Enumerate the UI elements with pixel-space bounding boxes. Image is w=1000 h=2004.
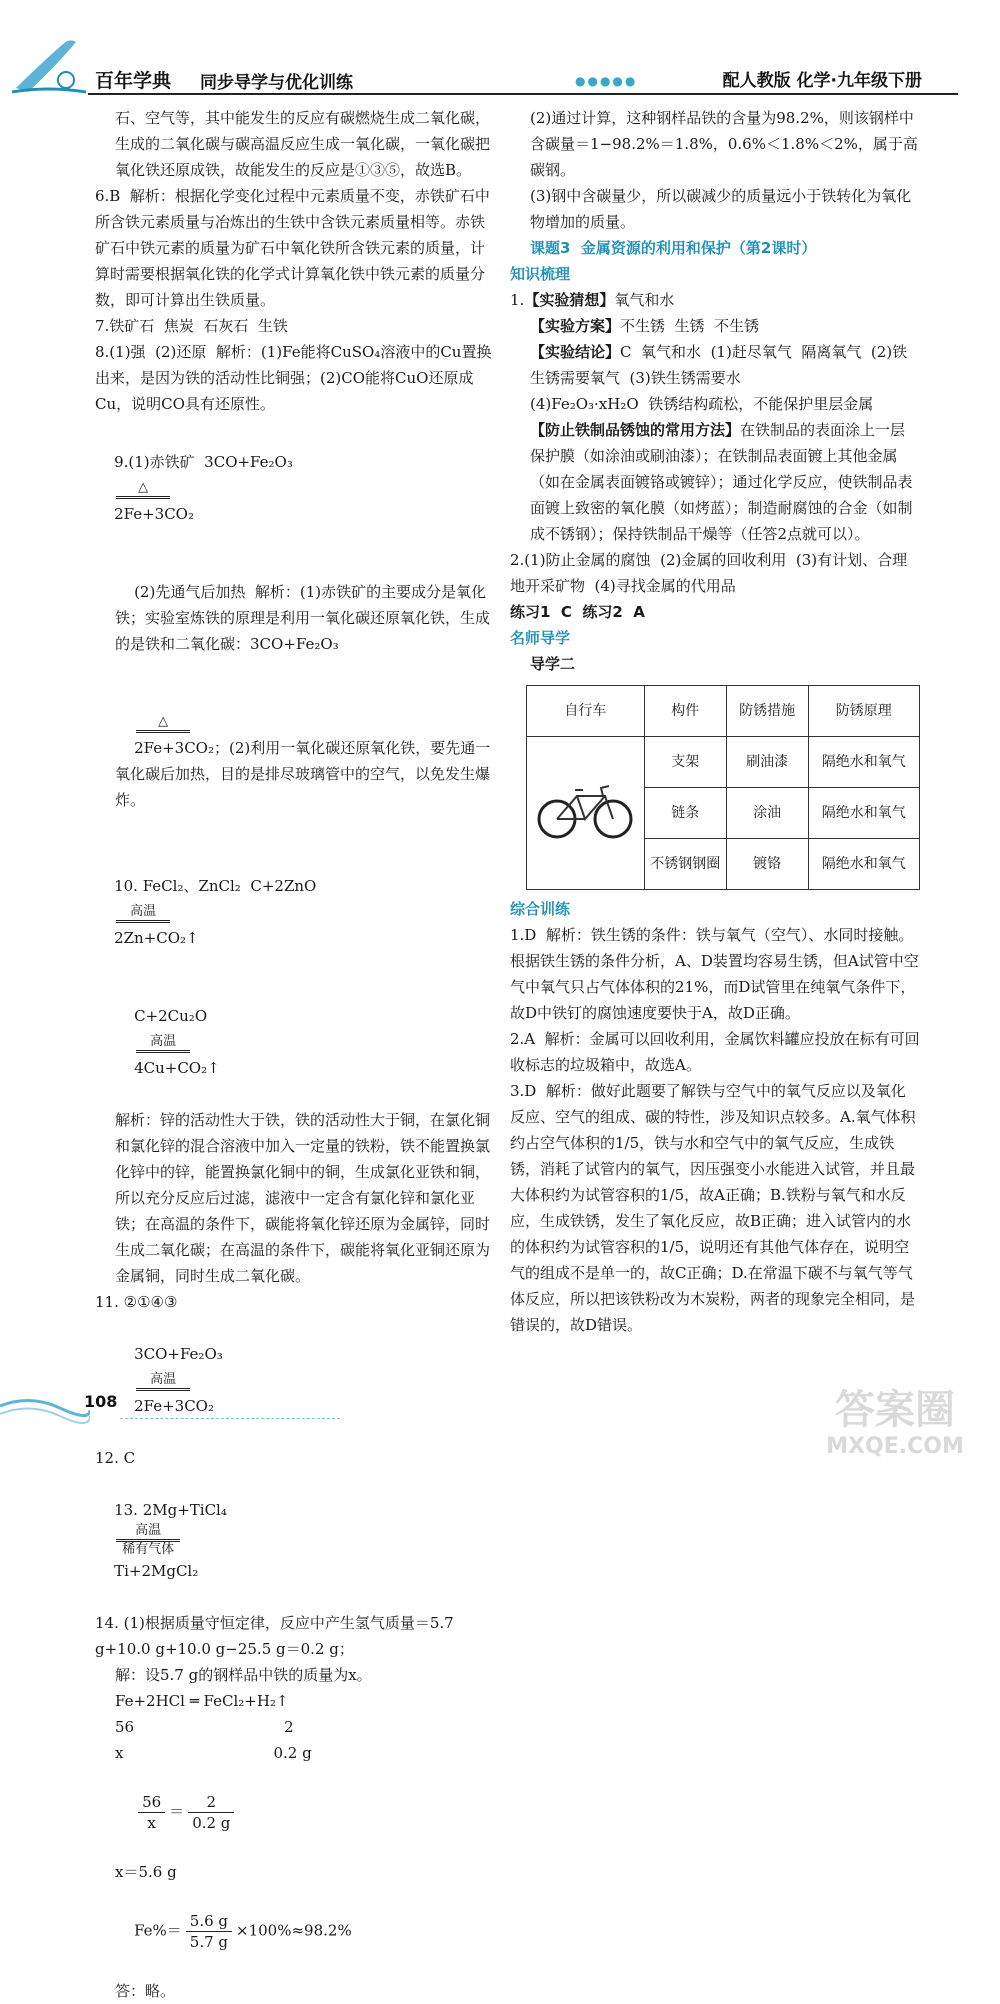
fraction-3: $\frac{5.6 g}{5.7 g}$ [186, 1911, 232, 1952]
book-subtitle: 同步导学与优化训练 [200, 73, 353, 93]
knowledge-plan: 【实验方案】不生锈 生锈 不生锈 [530, 317, 760, 335]
practice-answers: 练习1 C 练习2 A [510, 603, 645, 621]
header-rule [88, 93, 958, 95]
quill-logo-icon [8, 36, 88, 96]
answer-9-explain: (2)先通气后加热 解析：(1)赤铁矿的主要成分是氧化铁；实验室炼铁的原理是利用一氧化碳还原氧化铁，生成的是铁和二氧化碳：3CO+Fe₂O₃ [115, 583, 491, 653]
brand-title: 百年学典 [95, 70, 172, 92]
table-header: 自行车 [527, 686, 645, 737]
section-guide: 名师导学 [510, 629, 571, 647]
footer-dash [120, 1418, 340, 1419]
table-row [527, 737, 920, 788]
rare-gas-condition: 高温 稀有气体 [116, 1523, 180, 1558]
training-3: 3.D 解析：做好此题要了解铁与空气中的氧气反应以及氧化反应、空气的组成、碳的特性，涉及知识点较多。A.氧气体积约占空气体积的1/5，铁与水和空气中的氧气反应，生成铁锈，消耗了试管内的氧气，因压强变小水能进入试管，并且最大体积约为试管容积的1/5，故A正确；B.铁粉与氧气和水反应，生成铁锈，发生了氧化反应，故B正确；进入试管内的水的体积约为试管容积的1/5，说明还有其他气体存在，说明空气的组成不是单一的，故C正确；D.在常温下碳不与氧气等气体反应，所以把该铁粉改为木炭粉，两者的现象完全相同，是错误的，故D错误。 [510, 1082, 916, 1334]
knowledge-1: 1.【实验猜想】氧气和水 [510, 291, 675, 309]
table-cell: 刷油漆 [726, 737, 808, 788]
answer-text: 石、空气等，其中能发生的反应有碳燃烧生成二氧化碳，生成的二氧化碳与碳高温反应生成一氧化碳，一氧化碳把氧化铁还原成铁，故能发生的反应是①③⑤，故选B。 [115, 109, 491, 179]
training-1: 1.D 解析：铁生锈的条件：铁与氧气（空气）、水同时接触。根据铁生锈的条件分析，A、D装置均容易生锈，但A试管中空气中氧气只占气体体积的21%，而D试管里在纯氧气条件下，故D中铁钉的腐蚀速度要快于A，故D正确。 [510, 926, 919, 1022]
answer-13: 13. 2Mg+TiCl₄ 高温 稀有气体 Ti+2MgCl₂ [114, 1501, 227, 1580]
answer-7: 7.铁矿石 焦炭 石灰石 生铁 [95, 317, 288, 335]
table-cell: 隔绝水和氧气 [808, 839, 919, 890]
answer-10-explain: 解析：锌的活动性大于铁，铁的活动性大于铜，在氯化铜和氯化锌的混合溶液中加入一定量的铁粉，铁不能置换氯化锌中的锌，能置换氯化铜中的铜，生成氯化亚铁和铜，所以充分反应后过滤，滤液中一定含有氯化锌和氯化亚铁；在高温的条件下，碳能将氧化锌还原为金属锌，同时生成二氧化碳；在高温的条件下，碳能将氧化亚铜还原为金属铜，同时生成二氧化碳。 [115, 1111, 491, 1285]
table-header: 构件 [644, 686, 726, 737]
heat-condition: △ [116, 480, 170, 499]
answer-14-ratio1: 56 2 [115, 1718, 294, 1736]
lesson-title: 课题3 金属资源的利用和保护（第2课时） [530, 239, 817, 257]
right-column [510, 105, 920, 1338]
watermark-icon [800, 1375, 990, 1460]
knowledge-prevent: 【防止铁制品锈蚀的常用方法】在铁制品的表面涂上一层保护膜（如涂油或刷油漆）；在铁制品表面镀上其他金属（如在金属表面镀铬或镀锌）；通过化学反应，使铁制品表面镀上致密的氧化膜（如烤蓝）；制造耐腐蚀的合金（如制成不锈钢）；保持铁制品干燥等（任答2点就可以）。 [530, 421, 913, 543]
table-cell: 支架 [644, 737, 726, 788]
header-dots: ●●●●● [575, 74, 638, 88]
answer-14: 14. (1)根据质量守恒定律，反应中产生氢气质量＝5.7 g+10.0 g+10.0 g−25.5 g＝0.2 g； [95, 1614, 459, 1658]
answer-14-x: x＝5.6 g [115, 1863, 177, 1881]
hightemp-condition-2: 高温 [136, 1034, 190, 1053]
hightemp-condition: 高温 [116, 904, 170, 923]
bike-rust-table [526, 685, 920, 890]
answer-9-cont: △ 2Fe+3CO₂；(2)利用一氧化碳还原氧化铁，要先通一氧化碳后加热，目的是排尽玻璃管中的空气，以免发生爆炸。 [115, 713, 491, 809]
answer-14-percent: Fe%＝ $\frac{5.6 g}{5.7 g}$ ×100%≈98.2% [134, 1912, 352, 1951]
guide-two: 导学二 [530, 655, 576, 673]
answer-10-line1: 10. FeCl₂、ZnCl₂ C+2ZnO 高温 2Zn+CO₂↑ [114, 877, 317, 947]
knowledge-conclusion: 【实验结论】C 氧气和水 (1)赶尽氧气 隔离氧气 (2)铁生锈需要氧气 (3)铁生锈需要水 [530, 343, 908, 387]
answer-14-end: 答：略。 [115, 1982, 176, 2000]
answer-14-fraction: $\frac{56}{x}$ ＝ $\frac{2}{0.2 g}$ [95, 1766, 495, 1859]
answer-14-part3: (3)钢中含碳量少，所以碳减少的质量远小于铁转化为氧化物增加的质量。 [530, 187, 912, 231]
watermark-url: MXQE.COM [826, 1434, 964, 1459]
page-header [0, 0, 1000, 100]
section-knowledge: 知识梳理 [510, 265, 571, 283]
section-training: 综合训练 [510, 900, 571, 918]
fraction-2: $\frac{2}{0.2 g}$ [188, 1792, 234, 1833]
table-header-row [527, 686, 920, 737]
bicycle-icon [535, 774, 635, 844]
edition-label: 配人教版 化学·九年级下册 [722, 71, 922, 91]
answer-14-ratio2: x 0.2 g [115, 1744, 312, 1762]
fraction-1: $\frac{56}{x}$ [138, 1792, 165, 1833]
table-header: 防锈措施 [726, 686, 808, 737]
table-cell: 隔绝水和氧气 [808, 737, 919, 788]
table-cell: 链条 [644, 788, 726, 839]
knowledge-rust: (4)Fe₂O₃·xH₂O 铁锈结构疏松，不能保护里层金属 [530, 395, 874, 413]
answer-8: 8.(1)强 (2)还原 解析：(1)Fe能将CuSO₄溶液中的Cu置换出来，是因为铁的活动性比铜强；(2)CO能将CuO还原成Cu，说明CO具有还原性。 [95, 343, 492, 413]
page-number: 108 [84, 1392, 118, 1411]
answer-14-solve: 解：设5.7 g的钢样品中铁的质量为x。 [115, 1666, 372, 1684]
table-cell: 镀铬 [726, 839, 808, 890]
heat-condition-2: △ [136, 714, 190, 733]
answer-11: 11. ②①④③ [95, 1293, 178, 1311]
table-cell: 涂油 [726, 788, 808, 839]
footer-wave-icon [0, 1386, 90, 1426]
left-column [95, 105, 495, 2004]
knowledge-2: 2.(1)防止金属的腐蚀 (2)金属的回收利用 (3)有计划、合理地开采矿物 (4)寻找金属的代用品 [510, 551, 908, 595]
answer-6: 6.B 解析：根据化学变化过程中元素质量不变，赤铁矿石中所含铁元素质量与冶炼出的生铁中含铁元素质量相等。赤铁矿石中铁元素的质量为矿石中氧化铁所含铁元素的质量，计算时需要根据氧化铁的化学式计算氧化铁中铁元素的质量分数，即可计算出生铁质量。 [95, 187, 490, 309]
answer-14-equation: Fe+2HCl ═ FeCl₂+H₂↑ [115, 1692, 289, 1710]
table-cell: 隔绝水和氧气 [808, 788, 919, 839]
hightemp-condition-3: 高温 [136, 1372, 190, 1391]
bicycle-image [527, 737, 645, 890]
answer-12: 12. C [95, 1449, 136, 1467]
table-cell: 不锈钢钢圈 [644, 839, 726, 890]
answer-14-part2: (2)通过计算，这种钢样品铁的含量为98.2%，则该钢样中含碳量＝1−98.2%＝1.8%，0.6%＜1.8%＜2%，属于高碳钢。 [530, 109, 918, 179]
answer-10-line2: C+2Cu₂O 高温 4Cu+CO₂↑ [134, 1007, 220, 1077]
answer-11-equation: 3CO+Fe₂O₃ 高温 2Fe+3CO₂ [134, 1345, 223, 1415]
watermark-logo [800, 1375, 990, 1460]
answer-9-line1: 9.(1)赤铁矿 3CO+Fe₂O₃ △ 2Fe+3CO₂ [114, 453, 293, 523]
training-2: 2.A 解析：金属可以回收利用，金属饮料罐应投放在标有可回收标志的垃圾箱中，故选A。 [510, 1030, 920, 1074]
watermark-text: 答案圈 [835, 1387, 955, 1433]
table-header: 防锈原理 [808, 686, 919, 737]
